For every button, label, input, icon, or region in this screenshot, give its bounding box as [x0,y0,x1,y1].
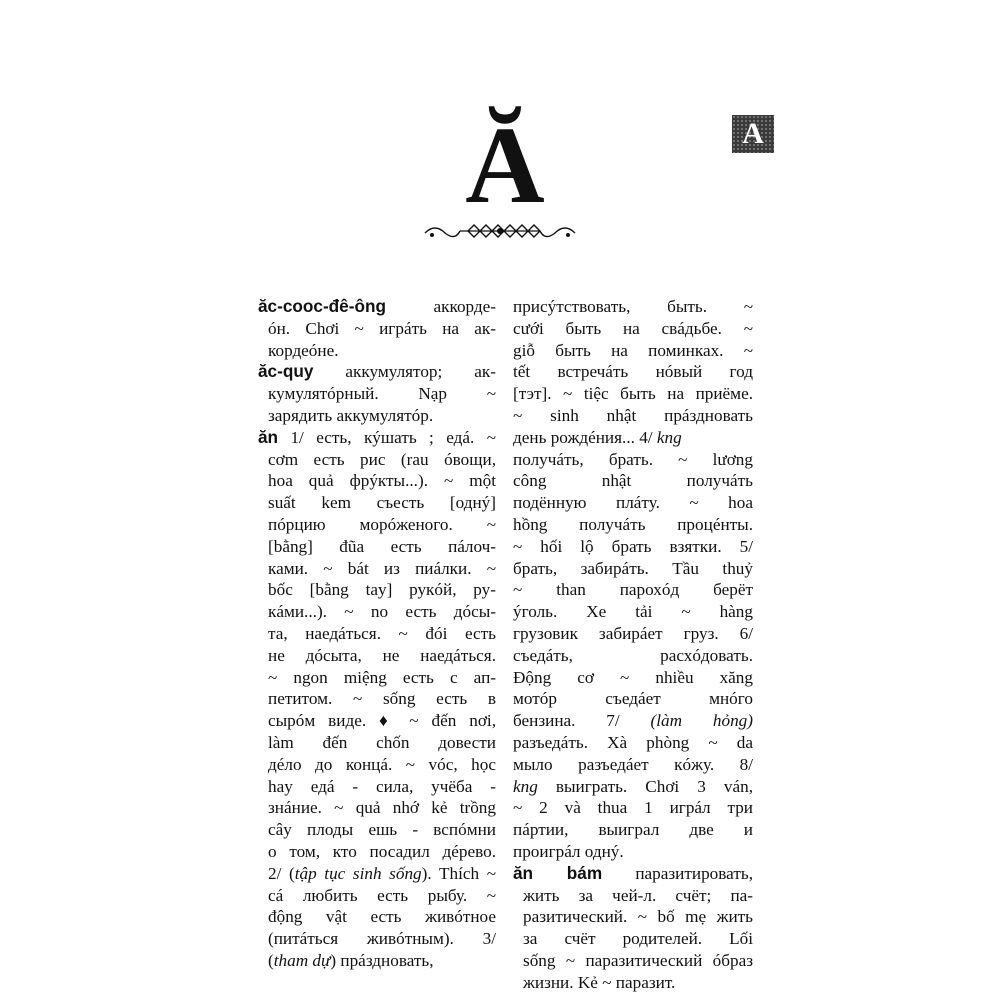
entry-text: ~ 2 và thua 1 игрáл три [513,798,753,818]
entry-text: та, наедáться. ~ đói есть [268,623,496,643]
entry-text: ). Thích ~ [421,863,496,883]
entry-text: cá любить есть рыбу. ~ [268,885,496,905]
entry-text: брать, забирáть. Tầu thuỷ [513,558,753,578]
dictionary-line [513,318,753,340]
entry-text: ~ hối lộ брать взятки. 5/ [513,536,753,556]
entry-text: sống ~ паразитический óбраз [523,950,753,970]
entry-italic-text: tham dự [273,950,331,970]
entry-text: жизни. Kẻ ~ паразит. [523,972,676,992]
dictionary-line [513,754,753,776]
entry-text: мыло разъедáет кóжу. 8/ [513,754,753,774]
entry-text: giỗ быть на поминках. ~ [513,340,753,360]
dictionary-line [258,318,496,340]
entry-text: cây плоды ешь - вспóмни [268,820,496,840]
left-column [258,296,496,972]
entry-text: разъедáть. Xà phòng ~ da [513,732,753,752]
ornament-divider [420,215,580,245]
entry-italic-text: kng [513,776,538,796]
dictionary-line [258,340,496,362]
entry-text: ( [268,950,274,970]
dictionary-line [513,514,753,536]
dictionary-line [513,449,753,471]
entry-text: съедáть, расхóдовать. [513,645,753,665]
entry-text: hồng получáть процéнты. [513,514,753,534]
dictionary-line [258,863,496,885]
section-letter-heading: Ă [465,104,545,226]
dictionary-line [258,601,496,623]
dictionary-line [513,819,753,841]
entry-text: жить за чей-л. счёт; па- [523,885,753,905]
dictionary-line [258,819,496,841]
letter-tab: A [732,115,774,153]
entry-italic-text: tập tục sinh sống [294,863,422,883]
entry-italic-text: kng [656,427,682,447]
entry-text: Động cơ ~ nhiều xăng [513,667,753,687]
entry-text: за счёт родителей. Lối [523,929,753,949]
dictionary-line [258,732,496,754]
dictionary-line [258,427,496,449]
entry-text: hay едá - сила, учёба - [268,776,496,796]
dictionary-line [513,340,753,362]
entry-text: проигрáл однý. [513,841,624,861]
dictionary-line [258,470,496,492]
dictionary-line [513,710,753,732]
dictionary-line [258,754,496,776]
entry-text: кумулятóрный. Nạp ~ [268,384,496,404]
dictionary-line [513,776,753,798]
dictionary-line [258,514,496,536]
entry-text: день рождéния... 4/ [513,427,657,447]
dictionary-line [513,492,753,514]
entry-text: làm đến chốn довести [268,732,496,752]
entry-text: động vật есть живóтное [268,907,496,927]
entry-text: кáми...). ~ no есть дóсы- [268,602,496,622]
dictionary-line [258,841,496,863]
entry-text: кордеóне. [268,340,339,360]
entry-text: разитический. ~ bố mẹ жить [523,907,753,927]
dictionary-line [258,405,496,427]
dictionary-line [258,797,496,819]
entry-text: грузовик забирáет груз. 6/ [513,623,753,643]
entry-text: óн. Chơi ~ игрáть на ак- [268,318,496,338]
dictionary-line [513,623,753,645]
dictionary-line [513,645,753,667]
dictionary-line [513,405,753,427]
dictionary-line [513,841,753,863]
headword: ăn bám [513,862,603,883]
dictionary-line [258,558,496,580]
entry-text: выиграть. Chơi 3 ván, [537,776,753,796]
dictionary-line [513,688,753,710]
dictionary-line [258,928,496,950]
entry-text: присýтствовать, быть. ~ [513,297,753,316]
dictionary-line [258,536,496,558]
entry-text: зарядить аккумулятóр. [268,405,434,425]
dictionary-line [513,906,753,928]
entry-text: ýголь. Xe tải ~ hàng [513,602,753,622]
dictionary-line [258,492,496,514]
entry-text: получáть, брать. ~ lương [513,449,753,469]
dictionary-line [258,885,496,907]
entry-text: 2/ ( [268,863,295,883]
entry-text: аккорде- [385,297,496,316]
dictionary-line [513,797,753,819]
dictionary-line [513,885,753,907]
dictionary-line [513,972,753,994]
dictionary-line [513,667,753,689]
entry-text: дéло до концá. ~ vóc, học [268,754,496,774]
dictionary-line [513,361,753,383]
entry-text: о том, кто посадил дéрево. [268,841,496,861]
entry-text: паразитировать, [602,863,753,883]
entry-text: ~ sinh nhật прáздновать [513,405,753,425]
dictionary-line [513,296,753,318]
entry-text: suất kem съесть [однý] [268,493,496,513]
entry-italic-text: (làm hỏng) [650,711,753,731]
entry-text: [тэт]. ~ tiệc быть на приёме. [513,384,753,404]
dictionary-line [258,950,496,972]
dictionary-line [513,863,753,885]
dictionary-line [513,928,753,950]
entry-text: [bằng] đũa есть пáлоч- [268,536,496,556]
entry-text: мотóр съедáет мнóго [513,689,753,709]
entry-text: ) прáздновать, [330,950,434,970]
entry-text: сырóм виде. ♦ ~ đến nơi, [268,711,496,731]
headword: ăc-cooc-đê-ông [258,296,386,316]
dictionary-line [258,296,496,318]
dictionary-line [258,361,496,383]
entry-text: (питáться живóтным). 3/ [268,929,496,949]
entry-text: ~ than парохóд берёт [513,580,753,600]
dictionary-line [258,710,496,732]
entry-text: подённую плáту. ~ hoa [513,493,753,513]
entry-text: не дóсыта, не наедáться. [268,645,496,665]
entry-text: ~ ngon miệng есть с ап- [268,667,496,687]
dictionary-line [258,579,496,601]
entry-text: tết встречáть нóвый год [513,362,753,382]
headword: ăc-quy [258,361,314,382]
dictionary-line [513,579,753,601]
dictionary-line [513,558,753,580]
right-column [513,296,753,994]
dictionary-line [258,383,496,405]
dictionary-line [513,470,753,492]
dictionary-line [258,623,496,645]
dictionary-line [513,536,753,558]
dictionary-line [513,950,753,972]
entry-text: пáртии, выиграл две и [513,820,753,840]
entry-text: пóрцию морóженого. ~ [268,514,496,534]
entry-text: công nhật получáть [513,471,753,491]
dictionary-line [258,776,496,798]
dictionary-line [258,667,496,689]
entry-text: bốc [bằng tay] рукóй, ру- [268,580,496,600]
entry-text: cơm есть рис (rau óвощи, [268,449,496,469]
entry-text: 1/ есть, кýшать ; едá. ~ [278,427,496,447]
dictionary-line [258,688,496,710]
entry-text: cưới быть на свáдьбе. ~ [513,318,753,338]
entry-text: петитом. ~ sống есть в [268,689,496,709]
entry-text: знáние. ~ quả nhớ kẻ trồng [268,798,496,818]
dictionary-line [258,906,496,928]
headword: ăn [258,426,279,447]
dictionary-line [513,601,753,623]
dictionary-line [258,645,496,667]
dictionary-line [513,732,753,754]
dictionary-line [513,383,753,405]
entry-text: ками. ~ bát из пиáлки. ~ [268,558,496,578]
dictionary-line [513,427,753,449]
dictionary-line [258,449,496,471]
entry-text: hoa quả фрýкты...). ~ một [268,471,496,491]
entry-text: аккумулятор; ак- [313,362,496,382]
entry-text: бензина. 7/ [513,711,651,731]
